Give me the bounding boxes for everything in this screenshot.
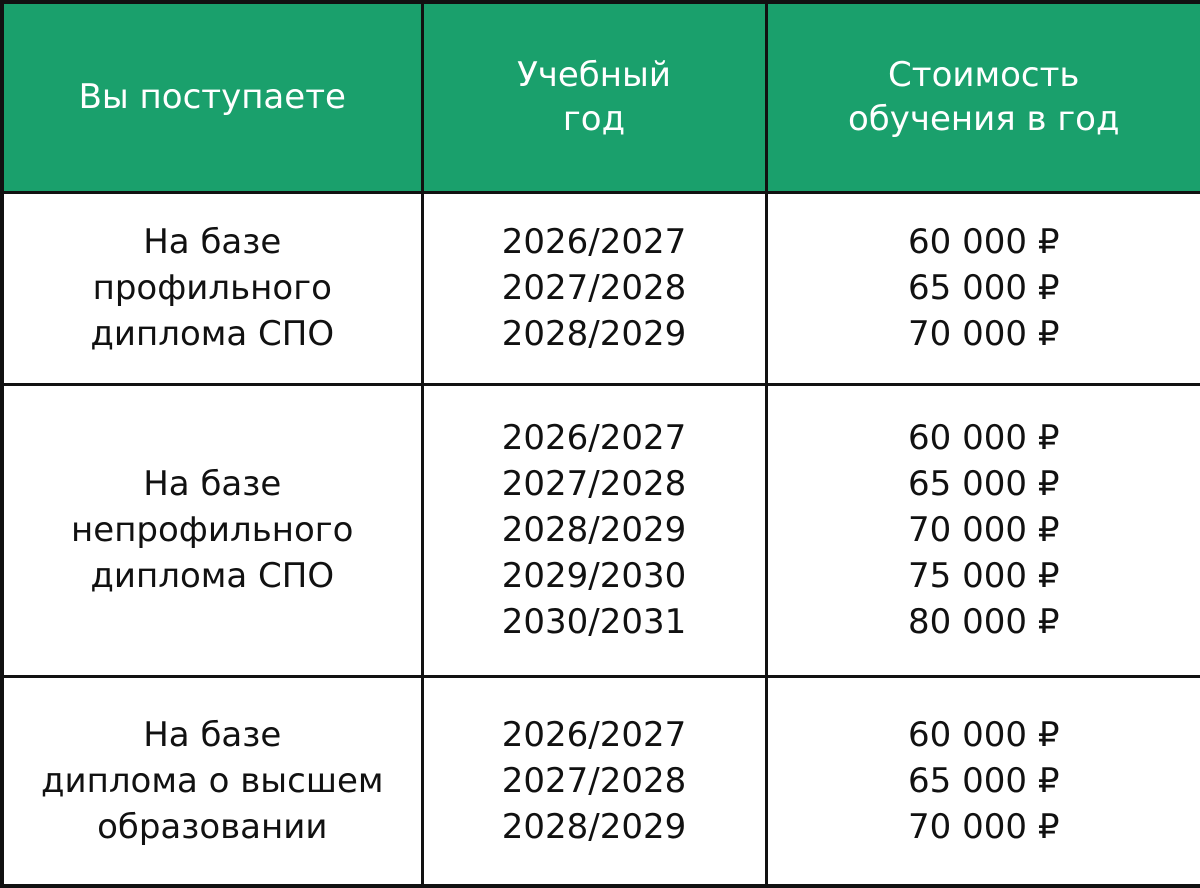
costs-cell xyxy=(766,384,1200,676)
basis-cell xyxy=(2,192,422,384)
year-value: 2028/2029 xyxy=(501,510,687,550)
basis-cell xyxy=(2,384,422,676)
header-line: Вы поступаете xyxy=(78,77,346,118)
basis-line: На базе xyxy=(143,464,282,504)
header-annual-cost xyxy=(766,2,1200,192)
year-value: 2028/2029 xyxy=(501,806,687,847)
header-academic-year xyxy=(422,2,766,192)
header-line: Учебный xyxy=(517,55,671,96)
cost-value: 65 000 ₽ xyxy=(908,760,1060,801)
year-value: 2029/2030 xyxy=(501,556,687,596)
header-line: обучения в год xyxy=(847,99,1120,140)
table-row xyxy=(2,676,1200,886)
cost-value: 75 000 ₽ xyxy=(908,556,1060,596)
basis-line: диплома СПО xyxy=(90,314,335,354)
cost-value: 60 000 ₽ xyxy=(908,222,1060,262)
basis-line: профильного xyxy=(92,268,332,308)
header-enrollment-basis xyxy=(2,2,422,192)
years-cell xyxy=(422,676,766,886)
header-line: Стоимость xyxy=(888,55,1080,96)
table-header-row xyxy=(2,2,1200,192)
year-value: 2028/2029 xyxy=(501,314,687,354)
cost-value: 65 000 ₽ xyxy=(908,464,1060,504)
years-cell xyxy=(422,192,766,384)
year-value: 2026/2027 xyxy=(501,222,687,262)
year-value: 2027/2028 xyxy=(501,464,687,504)
year-value: 2027/2028 xyxy=(501,760,687,801)
basis-line: непрофильного xyxy=(71,510,354,550)
table-row xyxy=(2,384,1200,676)
cost-value: 80 000 ₽ xyxy=(908,602,1060,642)
cost-value: 60 000 ₽ xyxy=(908,418,1060,458)
cost-value: 70 000 ₽ xyxy=(908,510,1060,550)
years-cell xyxy=(422,384,766,676)
cost-value: 70 000 ₽ xyxy=(908,806,1060,847)
year-value: 2026/2027 xyxy=(501,714,687,755)
basis-line: диплома о высшем xyxy=(40,760,384,801)
costs-cell xyxy=(766,676,1200,886)
cost-value: 70 000 ₽ xyxy=(908,314,1060,354)
basis-line: На базе xyxy=(143,222,282,262)
basis-cell xyxy=(2,676,422,886)
table-row xyxy=(2,192,1200,384)
year-value: 2026/2027 xyxy=(501,418,687,458)
cost-value: 60 000 ₽ xyxy=(908,714,1060,755)
year-value: 2030/2031 xyxy=(501,602,687,642)
costs-cell xyxy=(766,192,1200,384)
cost-value: 65 000 ₽ xyxy=(908,268,1060,308)
basis-line: На базе xyxy=(143,714,282,755)
year-value: 2027/2028 xyxy=(501,268,687,308)
header-line: год xyxy=(562,99,626,140)
basis-line: диплома СПО xyxy=(90,556,335,596)
basis-line: образовании xyxy=(97,806,328,847)
